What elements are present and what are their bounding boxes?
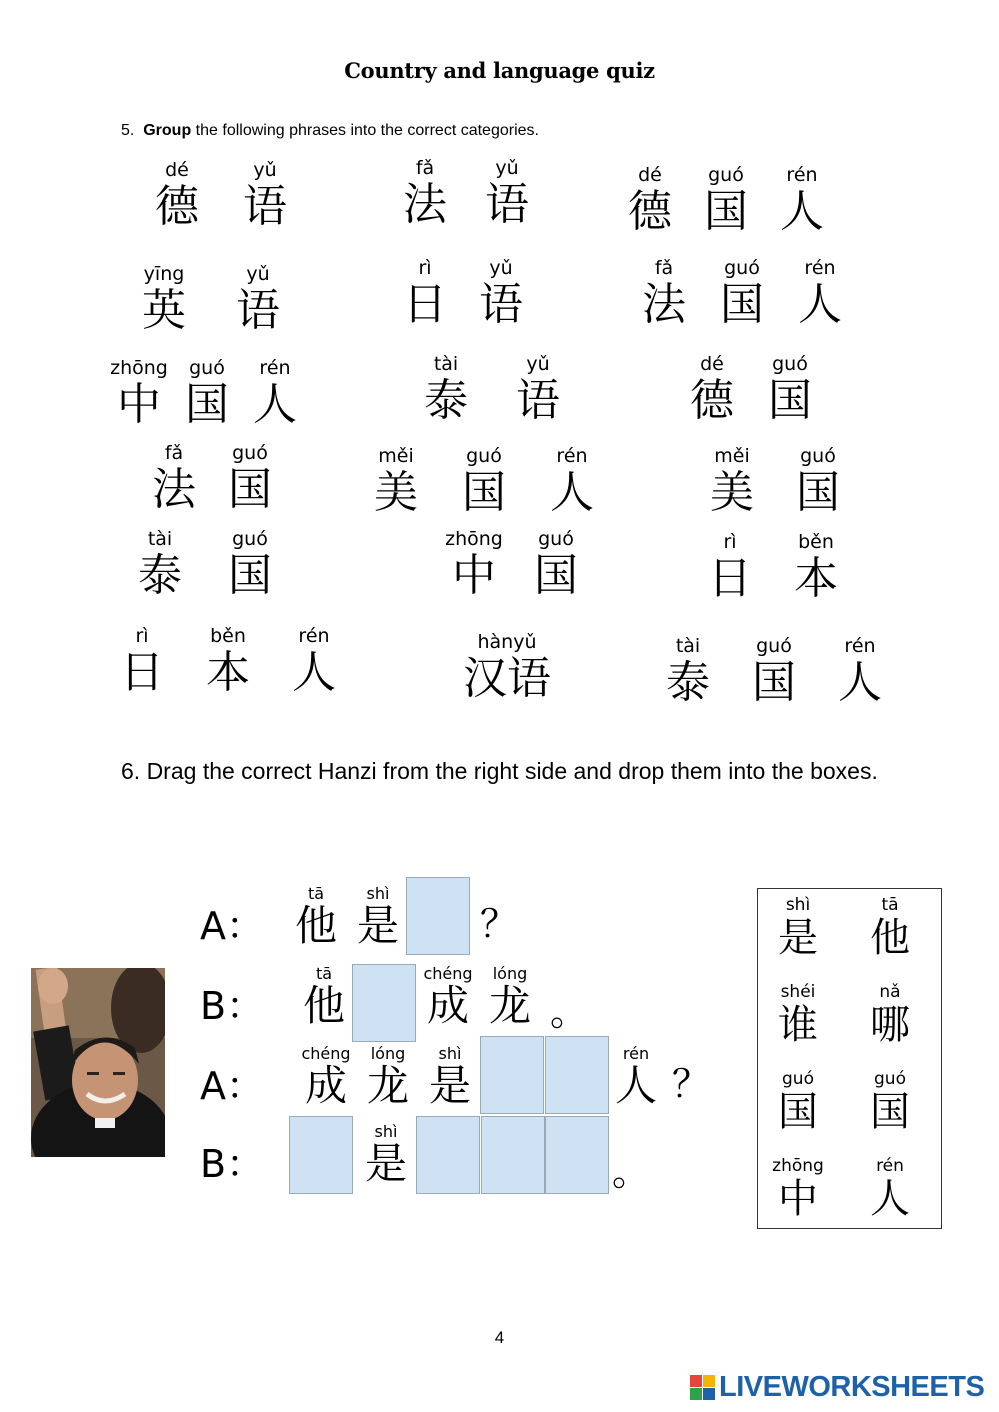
pinyin: guó — [800, 445, 836, 467]
drop-box[interactable] — [480, 1036, 544, 1114]
pinyin: guó — [772, 353, 808, 375]
pinyin: tài — [433, 353, 459, 375]
syllable — [220, 527, 280, 601]
syllable — [702, 444, 762, 518]
hanzi: 本 — [794, 553, 838, 604]
pinyin: guó — [232, 528, 268, 550]
phrase-item[interactable] — [144, 441, 280, 515]
pinyin: yǔ — [489, 257, 513, 279]
pinyin: hànyǔ — [477, 631, 537, 653]
phrase-item[interactable] — [366, 444, 602, 518]
syllable — [700, 530, 760, 604]
hanzi: 他 — [870, 915, 910, 961]
pinyin: rì — [418, 257, 432, 279]
hanzi: 人 — [780, 186, 824, 237]
hanzi: 国 — [228, 550, 272, 601]
pinyin: rén — [844, 635, 876, 657]
hanzi: 人 — [870, 1176, 910, 1222]
hanzi: 中 — [778, 1176, 818, 1222]
syllable — [234, 158, 296, 232]
pinyin: nǎ — [879, 982, 901, 1002]
instruction-text: the following phrases into the correct categories. — [191, 122, 539, 139]
hanzi: 法 — [403, 179, 447, 230]
pinyin: zhōng — [110, 357, 168, 379]
syllable — [620, 163, 680, 237]
syllable — [790, 256, 850, 330]
syllable — [634, 256, 694, 330]
punctuation: 。 — [612, 1150, 651, 1194]
syllable — [366, 444, 426, 518]
pinyin: yǔ — [495, 157, 519, 179]
phrase-item[interactable] — [130, 527, 280, 601]
syllable — [220, 441, 280, 515]
syllable — [524, 527, 588, 601]
hanzi: 日 — [708, 553, 752, 604]
hanzi: 德 — [155, 181, 199, 232]
phrase-item[interactable] — [442, 527, 588, 601]
syllable — [130, 527, 190, 601]
hanzi: 语 — [516, 375, 560, 426]
syllable — [508, 352, 568, 426]
hanzi: 国 — [228, 464, 272, 515]
punctuation: ？ — [480, 902, 519, 946]
hanzi: 人 — [614, 1061, 657, 1110]
phrase-item[interactable] — [396, 256, 532, 330]
hanzi: 国 — [870, 1089, 910, 1135]
phrase-item[interactable] — [134, 262, 288, 336]
hanzi: 他 — [302, 981, 345, 1030]
drop-box[interactable] — [416, 1116, 480, 1194]
syllable — [112, 624, 172, 698]
syllable — [178, 356, 236, 430]
hanzi: 中 — [117, 379, 161, 430]
pinyin: rén — [622, 1044, 650, 1063]
syllable — [396, 156, 454, 230]
hanzi: 是 — [428, 1061, 471, 1110]
hanzi: 日 — [403, 279, 447, 330]
drag-tile[interactable] — [758, 895, 838, 961]
hanzi: 人 — [798, 279, 842, 330]
drop-box[interactable] — [545, 1036, 609, 1114]
pinyin: rì — [135, 625, 149, 647]
pinyin: rén — [556, 445, 588, 467]
pinyin: chéng — [301, 1044, 351, 1063]
hanzi: 国 — [462, 467, 506, 518]
hanzi: 语 — [479, 279, 523, 330]
drag-tile[interactable] — [850, 1156, 930, 1222]
syllable — [146, 158, 208, 232]
question-number: 5. — [121, 122, 135, 139]
pinyin: fǎ — [164, 442, 184, 464]
pinyin: měi — [714, 445, 750, 467]
hanzi: 人 — [292, 647, 336, 698]
hanzi: 是 — [778, 915, 818, 961]
phrase-item[interactable] — [700, 530, 846, 604]
pinyin: fǎ — [415, 157, 435, 179]
hanzi: 中 — [452, 550, 496, 601]
syllable — [476, 156, 538, 230]
pinyin: shì — [438, 1044, 462, 1063]
hanzi: 美 — [374, 467, 418, 518]
pinyin: zhōng — [445, 528, 503, 550]
phrase-item[interactable] — [112, 624, 344, 698]
phrase-item[interactable] — [416, 352, 568, 426]
syllable — [454, 444, 514, 518]
pinyin: guó — [756, 635, 792, 657]
drag-tile[interactable] — [758, 1069, 838, 1135]
hanzi: 英 — [142, 285, 186, 336]
drag-tile[interactable] — [758, 982, 838, 1048]
pinyin: běn — [798, 531, 834, 553]
pinyin: dé — [165, 159, 189, 181]
hanzi: 国 — [720, 279, 764, 330]
punctuation: 。 — [550, 990, 589, 1034]
syllable — [228, 262, 288, 336]
phrase-item[interactable] — [396, 156, 538, 230]
phrase-item[interactable] — [146, 158, 296, 232]
pinyin: shì — [374, 1122, 398, 1141]
phrase-item[interactable] — [454, 630, 560, 704]
instruction-bold-word: Group — [143, 122, 192, 139]
syllable — [772, 163, 832, 237]
hanzi: 国 — [778, 1089, 818, 1135]
question-5-instruction — [121, 122, 539, 140]
syllable — [470, 256, 532, 330]
hanzi: 语 — [236, 285, 280, 336]
speaker-label: A： — [200, 904, 264, 948]
pinyin: zhōng — [772, 1156, 824, 1176]
hanzi: 泰 — [138, 550, 182, 601]
pinyin: tài — [147, 528, 173, 550]
drag-tile[interactable] — [850, 895, 930, 961]
syllable — [396, 256, 454, 330]
pinyin: fǎ — [654, 257, 674, 279]
hanzi: 成 — [304, 1061, 347, 1110]
hanzi: 国 — [768, 375, 812, 426]
pinyin: yǔ — [246, 263, 270, 285]
question-6-instruction: 6. Drag the correct Hanzi from the right side and drop them into the boxes. — [121, 758, 878, 784]
pinyin: běn — [210, 625, 246, 647]
pinyin: dé — [638, 164, 662, 186]
hanzi: 美 — [710, 467, 754, 518]
speaker-label: B： — [200, 1142, 265, 1186]
syllable — [454, 630, 560, 704]
syllable — [134, 262, 194, 336]
pinyin: guó — [189, 357, 225, 379]
hanzi: 泰 — [666, 657, 710, 708]
syllable — [744, 634, 804, 708]
hanzi: 谁 — [778, 1002, 818, 1048]
hanzi: 国 — [185, 379, 229, 430]
pinyin: rén — [804, 257, 836, 279]
pinyin: lóng — [492, 964, 528, 983]
syllable — [416, 352, 476, 426]
hanzi: 本 — [206, 647, 250, 698]
phrase-item[interactable] — [634, 256, 850, 330]
syllable — [110, 356, 168, 430]
pinyin: rén — [259, 357, 291, 379]
hanzi: 龙 — [366, 1061, 409, 1110]
pinyin: guó — [538, 528, 574, 550]
hanzi: 日 — [120, 647, 164, 698]
pinyin: rén — [876, 1156, 904, 1176]
drop-box[interactable] — [289, 1116, 353, 1194]
hanzi: 是 — [356, 901, 399, 950]
syllable — [788, 444, 848, 518]
pinyin: měi — [378, 445, 414, 467]
syllable — [760, 352, 820, 426]
pinyin: lóng — [370, 1044, 406, 1063]
hanzi: 人 — [550, 467, 594, 518]
syllable — [246, 356, 304, 430]
hanzi: 法 — [642, 279, 686, 330]
hanzi: 国 — [704, 186, 748, 237]
hanzi-bank — [757, 888, 942, 1229]
drop-box[interactable] — [406, 877, 470, 955]
drag-tile[interactable] — [850, 982, 930, 1048]
pinyin: rén — [298, 625, 330, 647]
phrase-item[interactable] — [658, 634, 890, 708]
hanzi: 国 — [534, 550, 578, 601]
pinyin: guó — [724, 257, 760, 279]
pinyin: rén — [786, 164, 818, 186]
phrase-item[interactable] — [110, 356, 304, 430]
hanzi: 语 — [243, 181, 287, 232]
pinyin: guó — [232, 442, 268, 464]
hanzi: 国 — [796, 467, 840, 518]
pinyin: tā — [307, 884, 325, 903]
hanzi: 法 — [152, 464, 196, 515]
speaker-label: B： — [200, 984, 265, 1028]
hanzi: 他 — [294, 901, 337, 950]
pinyin: yǔ — [526, 353, 550, 375]
pinyin: rì — [723, 531, 737, 553]
drag-tile[interactable] — [850, 1069, 930, 1135]
person-photo — [31, 968, 165, 1157]
hanzi: 龙 — [488, 981, 531, 1030]
syllable — [830, 634, 890, 708]
hanzi: 哪 — [870, 1002, 910, 1048]
syllable — [682, 352, 742, 426]
pinyin: yǔ — [253, 159, 277, 181]
pinyin: tā — [315, 964, 333, 983]
hanzi: 是 — [364, 1139, 407, 1188]
syllable — [542, 444, 602, 518]
hanzi: 德 — [628, 186, 672, 237]
pinyin: chéng — [423, 964, 473, 983]
pinyin: dé — [700, 353, 724, 375]
pinyin: tā — [881, 895, 899, 915]
brand-name: LIVEWORKSHEETS — [719, 1370, 985, 1403]
syllable — [658, 634, 718, 708]
liveworksheets-icon — [690, 1375, 715, 1400]
drop-box[interactable] — [352, 964, 416, 1042]
pinyin: guó — [708, 164, 744, 186]
drop-box[interactable] — [545, 1116, 609, 1194]
hanzi: 成 — [426, 981, 469, 1030]
speaker-label: A： — [200, 1064, 264, 1108]
pinyin: yīng — [143, 263, 185, 285]
pinyin: guó — [782, 1069, 814, 1089]
hanzi: 语 — [485, 179, 529, 230]
hanzi: 汉语 — [463, 653, 551, 704]
pinyin: shéi — [780, 982, 816, 1002]
syllable — [442, 527, 506, 601]
hanzi: 人 — [253, 379, 297, 430]
pinyin: shì — [366, 884, 390, 903]
phrase-item[interactable] — [620, 163, 832, 237]
pinyin: tài — [675, 635, 701, 657]
syllable — [144, 441, 204, 515]
drag-tile[interactable] — [758, 1156, 838, 1222]
pinyin: guó — [466, 445, 502, 467]
syllable — [712, 256, 772, 330]
page-title: Country and language quiz — [344, 58, 655, 83]
pinyin: shì — [785, 895, 811, 915]
syllable — [696, 163, 756, 237]
hanzi: 国 — [752, 657, 796, 708]
phrase-item[interactable] — [702, 444, 848, 518]
liveworksheets-logo[interactable] — [690, 1370, 984, 1404]
drop-box[interactable] — [481, 1116, 545, 1194]
hanzi: 人 — [838, 657, 882, 708]
punctuation: ？ — [672, 1062, 711, 1106]
syllable — [198, 624, 258, 698]
syllable — [284, 624, 344, 698]
pinyin: guó — [874, 1069, 906, 1089]
page-number: 4 — [494, 1328, 505, 1347]
hanzi: 泰 — [424, 375, 468, 426]
hanzi: 德 — [690, 375, 734, 426]
syllable — [786, 530, 846, 604]
phrase-item[interactable] — [682, 352, 820, 426]
